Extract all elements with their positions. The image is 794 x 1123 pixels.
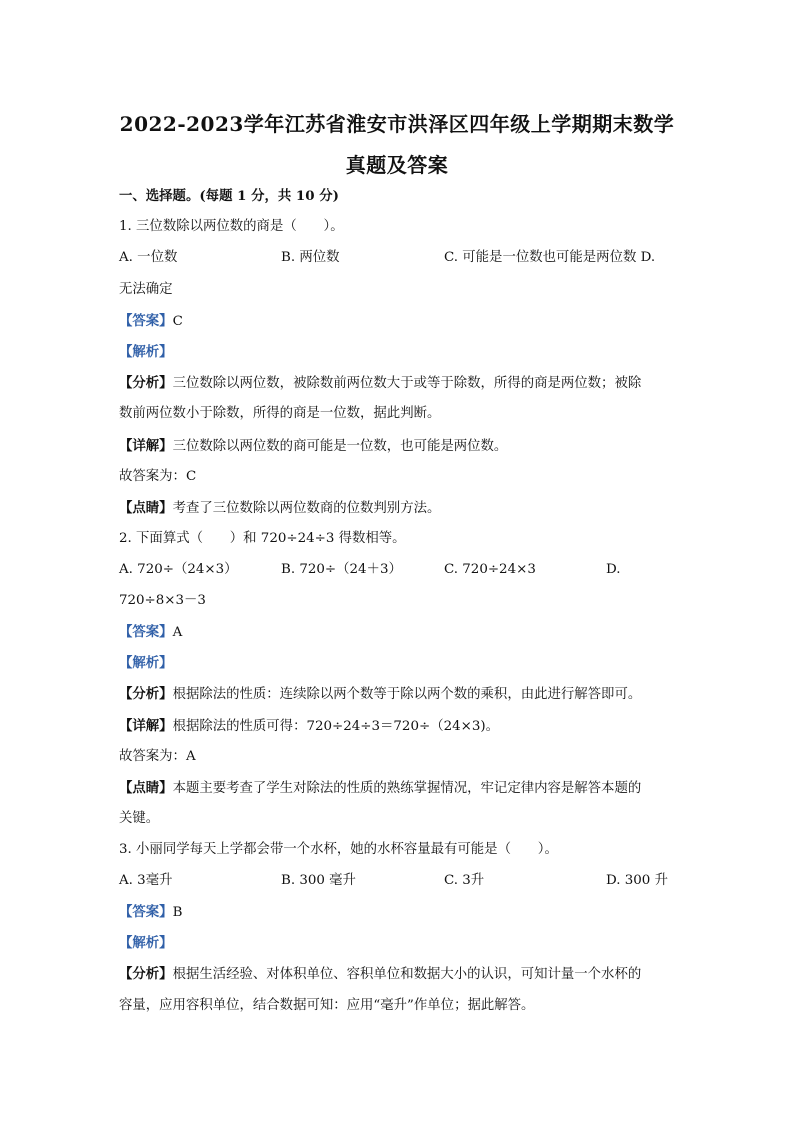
question-2-option-c: C. 720÷24×3	[444, 562, 536, 577]
question-1-dianjing-text: 考查了三位数除以两位数商的位数判别方法。	[172, 501, 441, 516]
question-1-option-a: A. 一位数	[119, 250, 178, 265]
question-2-option-d-text: 720÷8×3－3	[119, 593, 206, 608]
question-2-option-d-label: D.	[606, 562, 621, 577]
question-1-answer-value: C	[172, 314, 183, 329]
document-title-line-2: 真题及答案	[345, 153, 449, 177]
question-2-option-b: B. 720÷（24＋3）	[281, 562, 402, 577]
question-3-analysis-tag	[119, 933, 173, 954]
question-3-answer-value: B	[172, 905, 183, 920]
fenxi-tag: 【分析】	[119, 375, 173, 391]
answer-tag: 【答案】	[119, 313, 173, 329]
question-2-answer-value: A	[172, 625, 183, 640]
question-2-stem: 2. 下面算式（ ）和 720÷24÷3 得数相等。	[119, 531, 406, 546]
question-2-dianjing-line-2: 关键。	[119, 811, 160, 826]
xiangjie-tag: 【详解】	[119, 438, 173, 454]
question-1-option-c: C. 可能是一位数也可能是两位数 D.	[444, 250, 656, 265]
question-2-xiangjie	[119, 716, 499, 737]
question-1-fenxi-text-1: 三位数除以两位数，被除数前两位数大于或等于除数，所得的商是两位数；被除	[172, 376, 642, 391]
dianjing-tag: 【点睛】	[119, 780, 173, 796]
question-2-fenxi	[119, 684, 641, 705]
xiangjie-tag: 【详解】	[119, 718, 173, 734]
question-1-option-b: B. 两位数	[281, 250, 340, 265]
question-2-fenxi-text: 根据除法的性质：连续除以两个数等于除以两个数的乘积，由此进行解答即可。	[172, 687, 642, 702]
analysis-tag: 【解析】	[119, 344, 173, 360]
answer-tag: 【答案】	[119, 624, 173, 640]
question-1-xiangjie	[119, 436, 507, 457]
question-1-fenxi-line-2: 数前两位数小于除数，所得的商是一位数，据此判断。	[119, 406, 441, 421]
question-3-fenxi-text-1: 根据生活经验、对体积单位、容积单位和数据大小的认识，可知计量一个水杯的	[172, 967, 642, 982]
question-1-answer	[119, 311, 183, 332]
question-3-fenxi-line-1	[119, 964, 641, 985]
question-3-option-c: C. 3升	[444, 873, 485, 888]
question-2-dianjing-line-1	[119, 778, 641, 799]
question-3-stem: 3. 小丽同学每天上学都会带一个水杯，她的水杯容量最有可能是（ ）。	[119, 842, 558, 857]
dianjing-tag: 【点睛】	[119, 500, 173, 516]
answer-tag: 【答案】	[119, 904, 173, 920]
question-3-fenxi-line-2: 容量，应用容积单位，结合数据可知：应用“毫升”作单位；据此解答。	[119, 998, 535, 1013]
question-2-dianjing-text-1: 本题主要考查了学生对除法的性质的熟练掌握情况，牢记定律内容是解答本题的	[172, 781, 642, 796]
question-3-option-d: D. 300 升	[606, 873, 668, 888]
question-1-xiangjie-text: 三位数除以两位数的商可能是一位数，也可能是两位数。	[172, 439, 508, 454]
question-2-xiangjie-text: 根据除法的性质可得：720÷24÷3＝720÷（24×3)。	[172, 719, 499, 734]
question-3-answer	[119, 902, 182, 923]
fenxi-tag: 【分析】	[119, 686, 173, 702]
question-1-option-d-text: 无法确定	[119, 282, 173, 297]
question-2-option-a: A. 720÷（24×3）	[119, 562, 238, 577]
question-1-final-answer: 故答案为：C	[119, 469, 197, 484]
question-1-fenxi-line-1	[119, 373, 641, 394]
question-1-dianjing	[119, 498, 440, 519]
question-3-option-a: A. 3毫升	[119, 873, 173, 888]
question-3-option-b: B. 300 毫升	[281, 873, 356, 888]
question-1-analysis-tag	[119, 342, 173, 363]
analysis-tag: 【解析】	[119, 935, 173, 951]
section-heading: 一、选择题。(每题 1 分，共 10 分)	[119, 188, 339, 204]
question-2-analysis-tag	[119, 653, 173, 674]
analysis-tag: 【解析】	[119, 655, 173, 671]
question-1-stem: 1. 三位数除以两位数的商是（ ）。	[119, 219, 344, 234]
question-2-answer	[119, 622, 182, 643]
document-title-line-1: 2022-2023学年江苏省淮安市洪泽区四年级上学期期末数学	[119, 112, 675, 136]
question-2-final-answer: 故答案为：A	[119, 749, 196, 764]
fenxi-tag: 【分析】	[119, 966, 173, 982]
